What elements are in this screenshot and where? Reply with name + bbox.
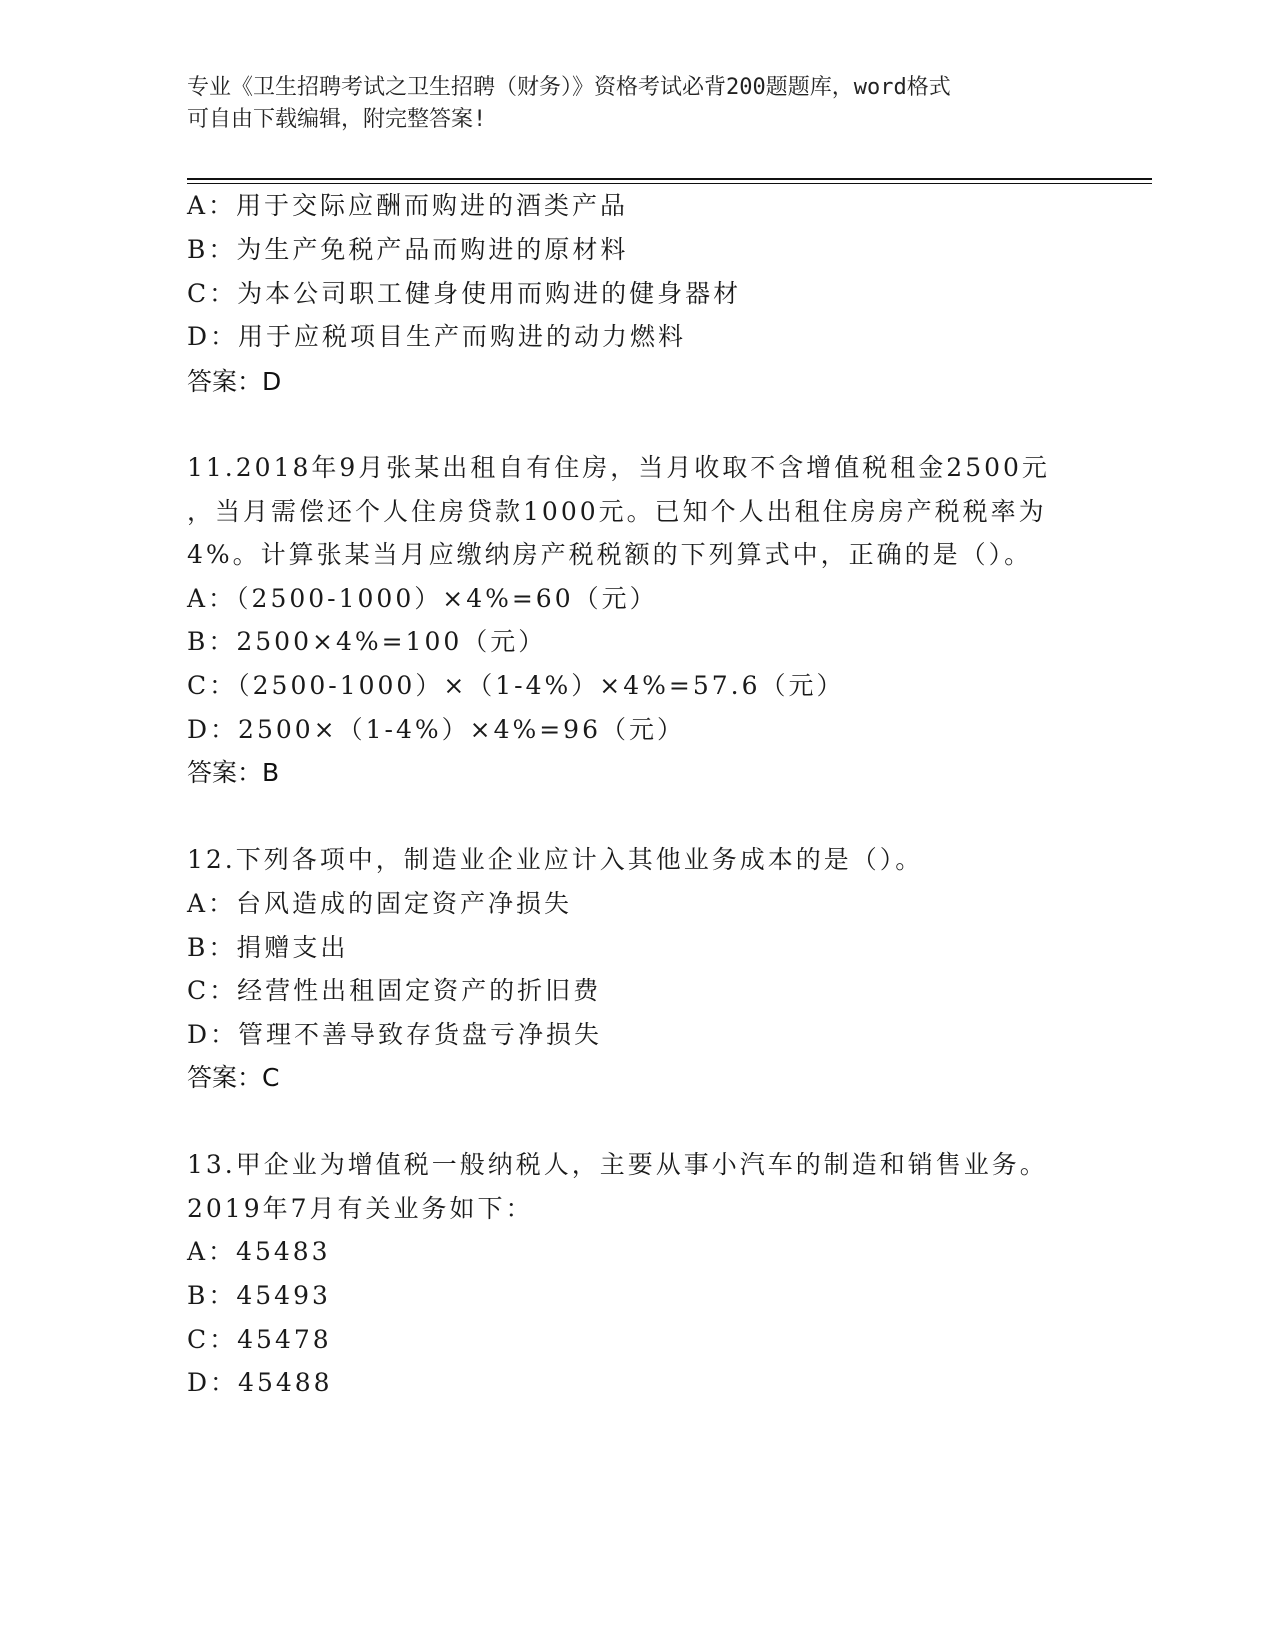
header-line-1: 专业《卫生招聘考试之卫生招聘（财务）》资格考试必背200题题库，word格式 [187, 75, 951, 100]
q11-option-a: A：（2500-1000）×4%=60（元） [187, 584, 658, 613]
q11-option-d: D：2500×（1-4%）×4%=96（元） [187, 715, 685, 744]
q12-stem-line-1: 12.下列各项中，制造业企业应计入其他业务成本的是（）。 [187, 845, 924, 874]
document-header [187, 72, 1087, 136]
q13-stem-line-2: 2019年7月有关业务如下： [187, 1194, 534, 1223]
q11-stem-line-1: 11.2018年9月张某出租自有住房，当月收取不含增值税租金2500元 [187, 453, 1050, 482]
header-line-2: 可自由下载编辑，附完整答案! [187, 107, 487, 132]
q11-option-c: C：（2500-1000）×（1-4%）×4%=57.6（元） [187, 671, 845, 700]
q10-option-b: B：为生产免税产品而购进的原材料 [187, 235, 629, 264]
q10-option-a: A：用于交际应酬而购进的酒类产品 [187, 191, 629, 220]
q11-answer: 答案：B [187, 758, 280, 787]
header-divider-thin [187, 183, 1152, 184]
q11-option-b: B：2500×4%=100（元） [187, 627, 547, 656]
header-divider-thick [187, 178, 1152, 180]
q12-answer: 答案：C [187, 1063, 280, 1092]
q13-option-c: C：45478 [187, 1325, 332, 1354]
q12-option-a: A：台风造成的固定资产净损失 [187, 889, 573, 918]
q13-option-b: B：45493 [187, 1281, 331, 1310]
q13-option-d: D：45488 [187, 1368, 333, 1397]
q12-option-d: D：管理不善导致存货盘亏净损失 [187, 1020, 603, 1049]
q12-option-c: C：经营性出租固定资产的折旧费 [187, 976, 602, 1005]
q10-option-d: D：用于应税项目生产而购进的动力燃料 [187, 322, 687, 351]
q12-option-b: B：捐赠支出 [187, 933, 349, 962]
q13-option-a: A：45483 [187, 1237, 331, 1266]
q10-answer: 答案：D [187, 367, 282, 396]
q11-stem-line-3: 4%。计算张某当月应缴纳房产税税额的下列算式中，正确的是（）。 [187, 540, 1033, 569]
q11-stem-line-2: ，当月需偿还个人住房贷款1000元。已知个人出租住房房产税税率为 [187, 497, 1047, 526]
q10-option-c: C：为本公司职工健身使用而购进的健身器材 [187, 279, 742, 308]
q13-stem-line-1: 13.甲企业为增值税一般纳税人，主要从事小汽车的制造和销售业务。 [187, 1150, 1048, 1179]
